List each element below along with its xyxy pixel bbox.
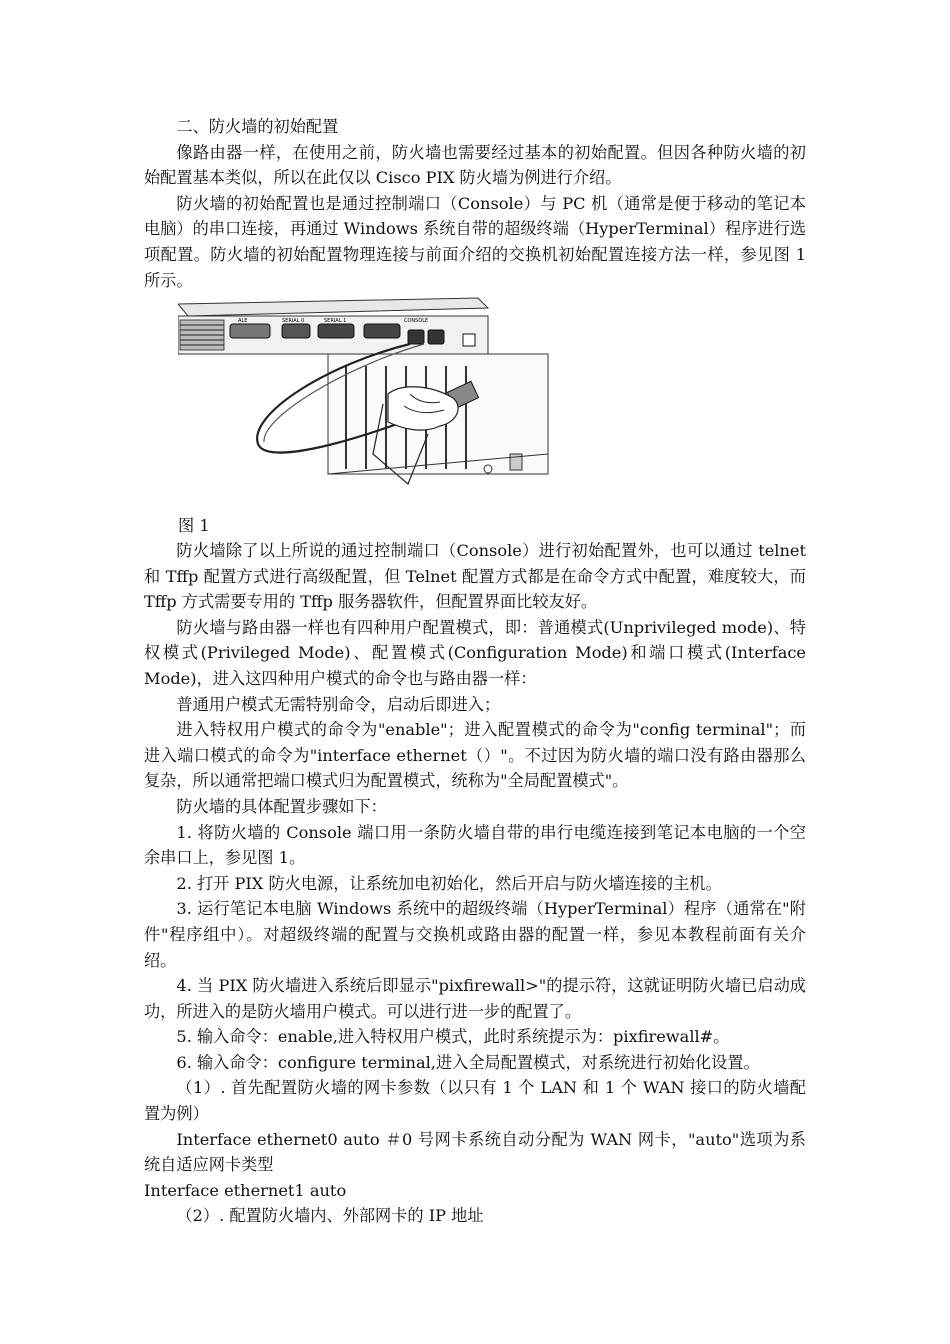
substep-1: （1）. 首先配置防火墙的网卡参数（以只有 1 个 LAN 和 1 个 WAN 接口的防火墙配置为例） [144,1078,806,1124]
step-1: 1. 将防火墙的 Console 端口用一条防火墙自带的串行电缆连接到笔记本电脑的一个空余串口上，参见图 1。 [144,822,806,868]
body-section [144,538,806,1229]
code-line-ethernet0: Interface ethernet0 auto ＃0 号网卡系统自动分配为 WAN 网卡，"auto"选项为系统自适应网卡类型 [144,1129,806,1175]
step-5: 5. 输入命令：enable,进入特权用户模式，此时系统提示为：pixfirewall#。 [176,1027,730,1047]
intro-section [144,114,806,293]
paragraph-body-4: 进入特权用户模式的命令为"enable"；进入配置模式的命令为"config terminal"；而进入端口模式的命令为"interface ethernet（）"。不过因为防火墙的端口没有路由器那么复杂，所以通常把端口模式归为配置模式，统称为"全局配置模式"。 [144,720,806,791]
code-line-ethernet1: Interface ethernet1 auto [144,1180,347,1200]
substep-2: （2）. 配置防火墙内、外部网卡的 IP 地址 [176,1206,484,1226]
step-2: 2. 打开 PIX 防火电源，让系统加电初始化，然后开启与防火墙连接的主机。 [176,873,722,893]
figure-caption: 图 1 [178,516,210,535]
paragraph-body-1: 防火墙除了以上所说的通过控制端口（Console）进行初始配置外，也可以通过 telnet 和 Tffp 配置方式进行高级配置，但 Telnet 配置方式都是在命令方式中配置，难度较大，而 Tffp 方式需要专用的 Tffp 服务器软件，但配置界面比较友好。 [144,541,806,612]
firewall-console-illustration [178,294,552,510]
figure-console-connection [178,294,552,510]
section-heading: 二、防火墙的初始配置 [176,117,339,136]
paragraph-body-3: 普通用户模式无需特别命令，启动后即进入； [176,694,501,714]
paragraph-intro-1: 像路由器一样，在使用之前，防火墙也需要经过基本的初始配置。但因各种防火墙的初始配置基本类似，所以在此仅以 Cisco PIX 防火墙为例进行介绍。 [144,142,806,188]
panel-label-ale: ALE [238,318,248,324]
panel-label-serial0: SERIAL 0 [282,318,305,324]
step-4: 4. 当 PIX 防火墙进入系统后即显示"pixfirewall>"的提示符，这就证明防火墙已启动成功，所进入的是防火墙用户模式。可以进行进一步的配置了。 [144,976,806,1021]
paragraph-body-5: 防火墙的具体配置步骤如下： [176,796,387,816]
paragraph-intro-2: 防火墙的初始配置也是通过控制端口（Console）与 PC 机（通常是便于移动的笔记本电脑）的串口连接，再通过 Windows 系统自带的超级终端（HyperTerminal）程序进行选项配置。防火墙的初始配置物理连接与前面介绍的交换机初始配置连接方法一样，参见图 1 所示。 [144,193,806,290]
panel-label-console: CONSOLE [404,318,429,324]
panel-label-serial1: SERIAL 1 [324,318,347,324]
paragraph-body-2: 防火墙与路由器一样也有四种用户配置模式，即：普通模式(Unprivileged mode)、特权模式(Privileged Mode)、配置模式(Configuration Mode)和端口模式(Interface Mode)，进入这四种用户模式的命令也与路由器一样： [144,617,806,688]
step-6: 6. 输入命令：configure terminal,进入全局配置模式，对系统进行初始化设置。 [176,1052,760,1072]
step-3: 3. 运行笔记本电脑 Windows 系统中的超级终端（HyperTerminal）程序（通常在"附件"程序组中）。对超级终端的配置与交换机或路由器的配置一样，参见本教程前面有关介绍。 [144,899,806,970]
